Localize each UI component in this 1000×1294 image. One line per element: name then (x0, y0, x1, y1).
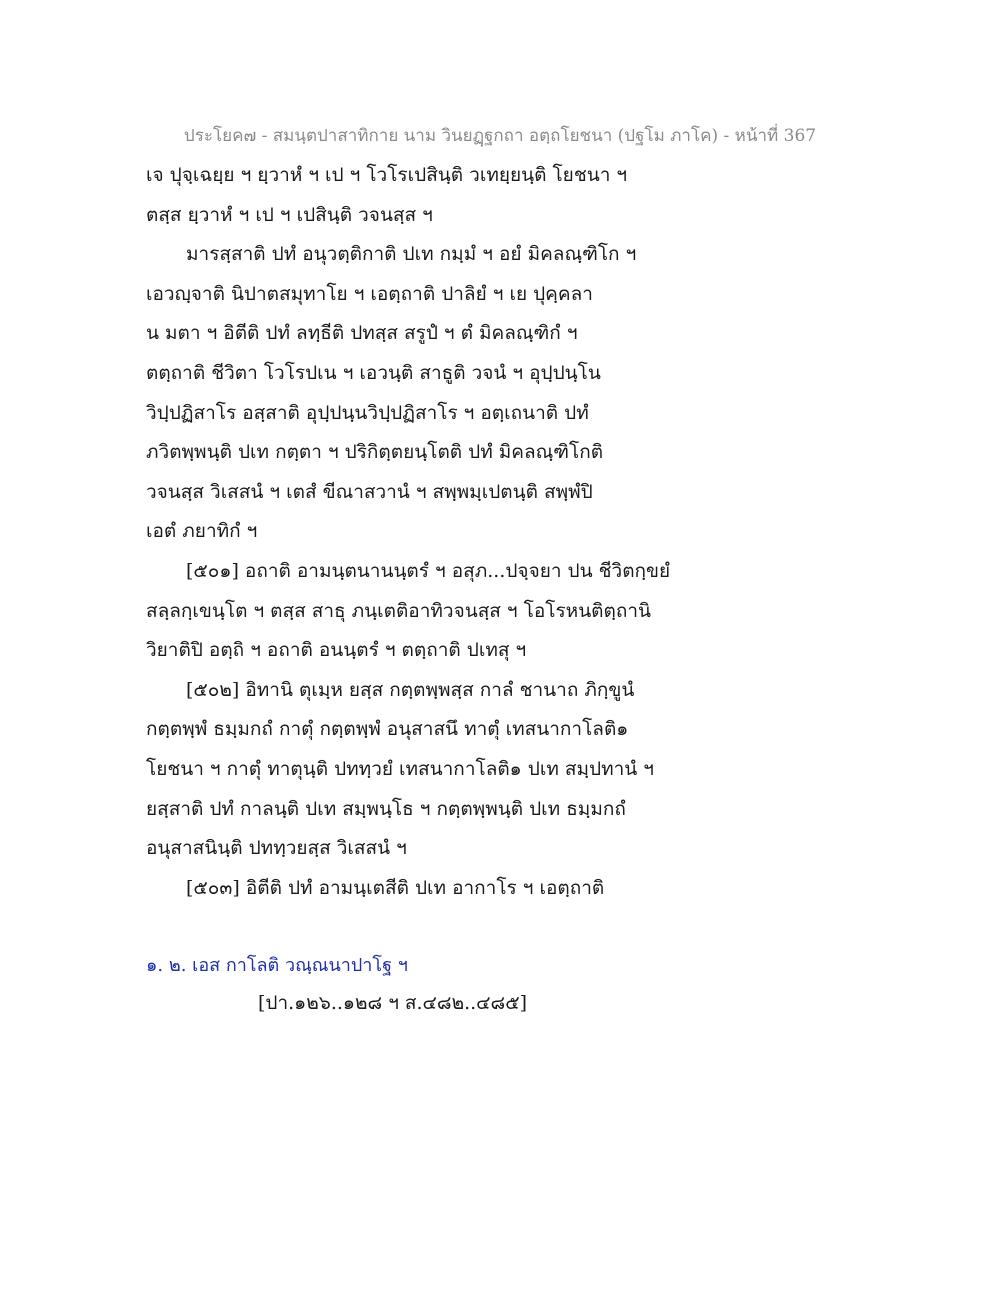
text-line: มารสฺสาติ ปทํ อนุวตฺติกาติ ปเท กมฺมํ ฯ อยํ มิคลณฺฑิโก ฯ (186, 243, 637, 266)
text-line: วิยาติปิ อตฺถิ ฯ อถาติ อนนฺตรํ ฯ ตตฺถาติ ปเทสุ ฯ (146, 639, 527, 662)
text-line: เอตํ ภยาทิกํ ฯ (146, 520, 258, 543)
text-line: วิปฺปฏิสาโร อสฺสาติ อุปฺปนฺนวิปฺปฏิสาโร ฯ อตฺเถนาติ ปทํ (146, 401, 589, 424)
text-line: โยชนา ฯ กาตุํ ทาตุนฺติ ปททฺวยํ เทสนากาโลติ๑ ปเท สมฺปทานํ ฯ (146, 757, 654, 780)
text-line: [๕๐๒] อิทานิ ตุเมฺห ยสฺส กตฺตพฺพสฺส กาลํ ชานาถ ภิกฺขูนํ (186, 678, 635, 701)
page-header: ประโยค๗ - สมนฺตปาสาทิกาย นาม วินยฏฺฐกถา อตฺถโยชนา (ปฐโม ภาโค) - หน้าที่ 367 (183, 126, 817, 146)
text-line: อนุสาสนินฺติ ปททฺวยสฺส วิเสสนํ ฯ (146, 837, 407, 860)
text-line: เอวญฺจาติ นิปาตสมุทาโย ฯ เอตฺถาติ ปาลิยํ ฯ เย ปุคฺคลา (146, 282, 593, 305)
text-line: น มตา ฯ อิตีติ ปทํ ลทฺธีติ ปทสฺส สรูปํ ฯ ตํ มิคลณฺฑิกํ ฯ (146, 322, 578, 345)
text-line: เจ ปุจฺเฉยฺย ฯ ยฺวาหํ ฯ เป ฯ โวโรเปสินฺติ วเทยฺยนฺติ โยชนา ฯ (146, 164, 628, 186)
text-line: กตฺตพฺพํ ธมฺมกถํ กาตุํ กตฺตพฺพํ อนุสาสนึ ทาตุํ เทสนากาโลติ๑ (146, 718, 629, 741)
page-reference: [ปา.๑๒๖..๑๒๘ ฯ ส.๔๘๒..๔๘๕] (258, 992, 528, 1014)
text-line: [๕๐๓] อิตีติ ปทํ อามนฺเตสีติ ปเท อากาโร ฯ เอตฺถาติ (186, 876, 605, 899)
footnote: ๑. ๒. เอส กาโลติ วณฺณนาปาโฐ ฯ (146, 955, 408, 976)
body-text (146, 156, 866, 908)
text-line: ตตฺถาติ ชีวิตา โวโรปเน ฯ เอวนฺติ สาธูติ วจนํ ฯ อุปฺปนฺโน (146, 361, 601, 384)
text-line: ภวิตพฺพนฺติ ปเท กตฺตา ฯ ปริกิตฺตยนฺโตติ ปทํ มิคลณฺฑิโกติ (146, 441, 604, 464)
text-line: วจนสฺส วิเสสนํ ฯ เตสํ ขีณาสวานํ ฯ สพฺพมฺเปตนฺติ สพฺพํปิ (146, 480, 593, 503)
text-line: [๕๐๑] อถาติ อามนฺตนานนฺตรํ ฯ อสุภ...ปจฺจยา ปน ชีวิตกฺขยํ (186, 559, 671, 582)
text-line: สลฺลกฺเขนฺโต ฯ ตสฺส สาธุ ภนฺเตติอาทิวจนสฺส ฯ โอโรหนติตฺถานิ (146, 599, 652, 622)
text-line: ตสฺส ยฺวาหํ ฯ เป ฯ เปสินฺติ วจนสฺส ฯ (146, 203, 433, 226)
text-line: ยสฺสาติ ปทํ กาลนฺติ ปเท สมฺพนฺโธ ฯ กตฺตพฺพนฺติ ปเท ธมฺมกถํ (146, 797, 626, 820)
